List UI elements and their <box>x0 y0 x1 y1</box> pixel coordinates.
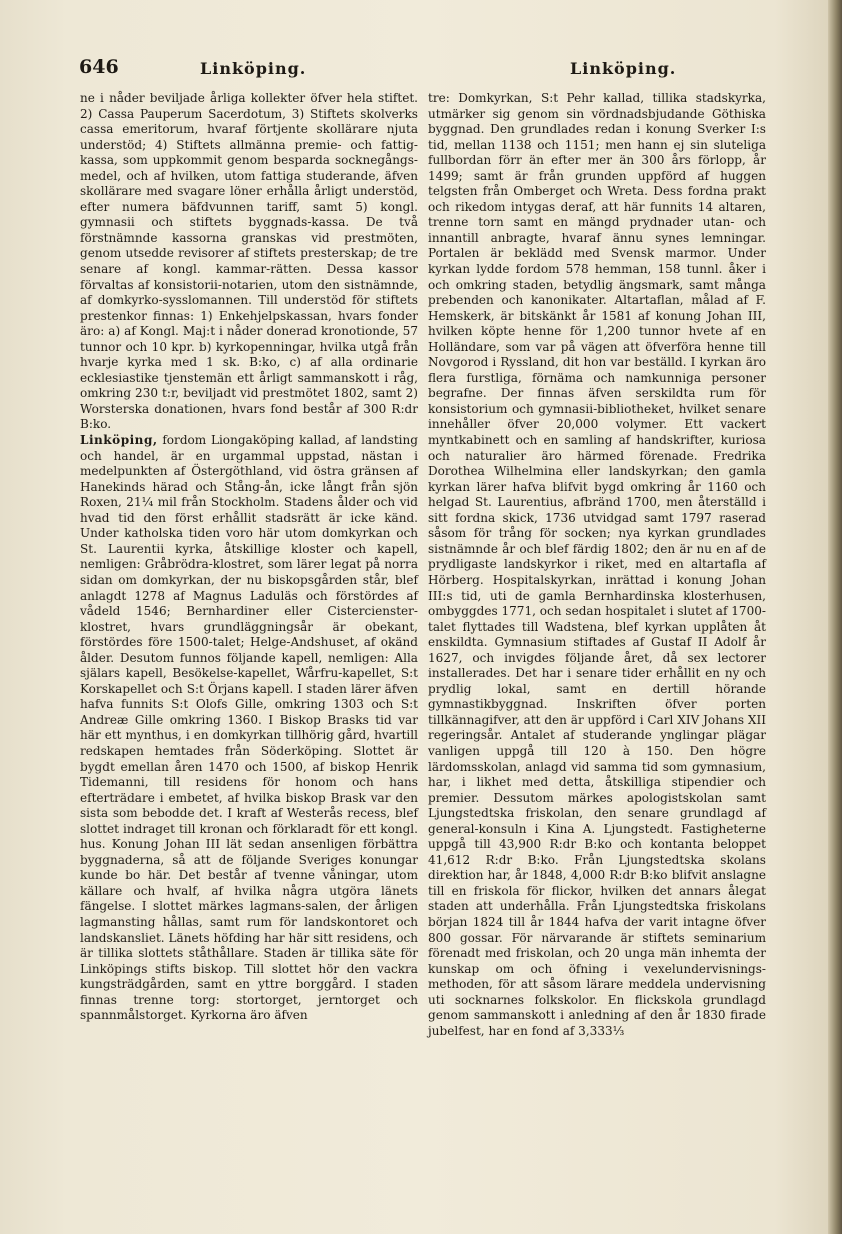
entry-keyword: Linköping, <box>80 433 158 448</box>
right-text-column <box>428 91 766 1039</box>
page-header <box>0 56 842 86</box>
left-paragraph-1: ne i nåder beviljade årliga kollekter öfver hela stiftet. 2) Cassa Pauperum Sacerdotum, 3) Stiftets skolverks cassa emeritorum, hvaraf förtjente skollärare njuta understöd; 4) Stiftets allmänna premie- och fattig-kassa, som uppkommit genom besparda socknegångs-medel, och af hvilken, utom fattiga studerande, äfven skollärare med svagare löner erhålla årligt understöd, efter numera bäfdvunnen tariff, samt 5) kongl. gymnasii och stiftets byggnads-kassa. De två förstnämnde kassorna granskas vid prestmöten, genom utsedde revisorer af stiftets presterskap; de tre senare af kongl. kammar-rätten. Dessa kassor förvaltas af konsistorii-notarien, utom den sistnämnde, af domkyrko-sysslomannen. Till understöd för stiftets prestenkor finnas: 1) Enkehjelpskassan, hvars fonder äro: a) af Kongl. Maj:t i nåder donerad kronotionde, 57 tunnor och 10 kpr. b) kyrkopenningar, hvilka utgå från hvarje kyrka med 1 sk. B:ko, c) af alla ordinarie ecklesiastike tjenstemän ett årligt sammanskott i råg, omkring 230 t:r, beviljadt vid prestmötet 1802, samt 2) Worsterska donationen, hvars fond består af 300 R:dr B:ko. <box>80 91 418 432</box>
left-paragraph-2 <box>80 433 418 1024</box>
running-head-right: Linköping. <box>570 59 677 78</box>
book-spine-edge <box>828 0 842 1234</box>
left-text-column <box>80 91 418 1024</box>
page-number: 646 <box>79 56 119 78</box>
entry-body: fordom Liongaköping kallad, af landsting och handel, är en urgammal uppstad, nästan i medelpunkten af Östergöthland, vid östra gränsen af Hanekinds härad och Stång-ån, icke långt från sjön Roxen, 21¼ mil från Stockholm. Stadens ålder och vid hvad tid den först erhållit stadsrätt är icke känd. Under katholska tiden voro här utom domkyrkan och St. Laurentii kyrka, åtskillige kloster och kapell, nemligen: Gråbrödra-klostret, som lärer legat på norra sidan om domkyrkan, der nu biskopsgården står, blef anlagdt 1278 af Magnus Laduläs och förstördes af vådeld 1546; Bernhardiner eller Cistercienster-klostret, hvars grundläggningsår är obekant, förstördes före 1500-talet; Helge-Andshuset, af okänd ålder. Desutom funnos följande kapell, nemligen: Alla själars kapell, Besökelse-kapellet, Wårfru-kapellet, S:t Korskapellet och S:t Örjans kapell. I staden lärer äfven hafva funnits S:t Olofs Gille, omkring 1303 och S:t Andreæ Gille omkring 1360. I Biskop Brasks tid var här ett mynthus, i en domkyrkan tillhörig gård, hvartill redskapen hemtades från Söderköping. Slottet är bygdt emellan åren 1470 och 1500, af biskop Henrik Tidemanni, till residens för honom och hans efterträdare i embetet, af hvilka biskop Brask var den sista som bebodde det. I kraft af Westerås recess, blef slottet indraget till kronan och förklaradt för ett kongl. hus. Konung Johan III lät sedan ansenligen förbättra byggnaderna, så att de följande Sveriges konungar kunde bo här. Det består af tvenne våningar, utom källare och hvalf, af hvilka några utgöra länets fängelse. I slottet märkes lagmans-salen, der årligen lagmansting hållas, samt rum för landskontoret och landskansliet. Länets höfding har här sitt residens, och är tillika slottets ståthållare. Staden är tillika säte för Linköpings stifts biskop. Till slottet hör den vackra kungsträdgården, samt en yttre borggård. I staden finnas trenne torg: stortorget, jerntorget och spannmålstorget. Kyrkorna äro äfven <box>80 433 418 1023</box>
right-paragraph-1: tre: Domkyrkan, S:t Pehr kallad, tillika stadskyrka, utmärker sig genom sin vördnadsbjudande Göthiska byggnad. Den grundlades redan i konung Sverker I:s tid, mellan 1138 och 1151; men hann ej sin sluteliga fullbordan förr än efter mer än 300 års förlopp, år 1499; samt är från grunden uppförd af huggen telgsten från Omberget och Wreta. Dess fordna prakt och rikedom intygas deraf, att här funnits 14 altaren, trenne torn samt en mängd prydnader utan- och innantill anbragte, hvaraf ännu synes lemningar. Portalen är beklädd med Svensk marmor. Under kyrkan lydde fordom 578 hemman, 158 tunnl. åker i och omkring staden, betydlig ängsmark, samt många prebenden och kanonikater. Altartaflan, målad af F. Hemskerk, är bitskänkt år 1581 af konung Johan III, hvilken köpte henne för 1,200 tunnor hvete af en Holländare, som var på vägen att öfverföra henne till Novgorod i Ryssland, dit hon var beställd. I kyrkan äro flera furstliga, förnäma och namkunniga personer begrafne. Der finnas äfven serskildta rum för konsistorium och gymnasii-bibliotheket, hvilket senare innehåller öfver 20,000 volymer. Ett vackert myntkabinett och en samling af handskrifter, kuriosa och naturalier äro härmed förenade. Fredrika Dorothea Wilhelmina eller landskyrkan; den gamla kyrkan lärer hafva blifvit bygd omkring år 1160 och helgad St. Laurentius, afbränd 1700, men återställd i sitt fordna skick, 1736 utvidgad samt 1797 raserad såsom för trång för socken; nya kyrkan grundlades sistnämnde år och blef färdig 1802; den är nu en af de prydligaste landskyrkor i riket, med en altartafla af Hörberg. Hospitalskyrkan, inrättad i konung Johan III:s tid, uti de gamla Bernhardinska klosterhusen, ombyggdes 1771, och sedan hospitalet i slutet af 1700-talet flyttades till Wadstena, blef kyrkan upplåten åt enskildta. Gymnasium stiftades af Gustaf II Adolf år 1627, och invigdes följande året, då sex lectorer installerades. Det har i senare tider erhållit en ny och prydlig lokal, samt en dertill hörande gymnastikbyggnad. Inskriften öfver porten tillkännagifver, att den är uppförd i Carl XIV Johans XII regeringsår. Antalet af studerande ynglingar plägar vanligen uppgå till 120 à 150. Den högre lärdomsskolan, anlagd vid samma tid som gymnasium, har, i likhet med detta, åtskilliga stipendier och premier. Dessutom märkes apologistskolan samt Ljungstedtska friskolan, den senare grundlagd af general-konsuln i Kina A. Ljungstedt. Fastigheterne uppgå till 43,900 R:dr B:ko och kontanta beloppet 41,612 R:dr B:ko. Från Ljungstedtska skolans direktion har, år 1848, 4,000 R:dr B:ko blifvit anslagne till en friskola för flickor, hvilken det annars ålegat staden att underhålla. Från Ljungstedtska friskolans början 1824 till år 1844 hafva der varit intagne öfver 800 gossar. För närvarande är stiftets seminarium förenadt med friskolan, och 20 unga män inhemta der kunskap om och öfning i vexelundervisnings-methoden, för att såsom lärare meddela undervisning uti socknarnes folkskolor. En flickskola grundlagd genom sammanskott i anledning af den år 1830 firade jubelfest, har en fond af 3,333⅓ <box>428 91 766 1038</box>
running-head-left: Linköping. <box>200 59 307 78</box>
